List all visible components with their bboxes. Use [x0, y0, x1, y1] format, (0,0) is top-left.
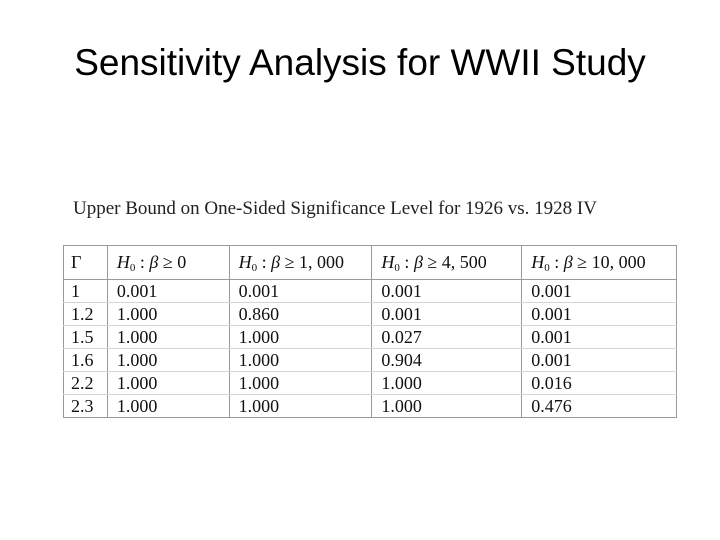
table-cell: 0.016: [522, 372, 677, 395]
table-cell: 1.000: [229, 349, 372, 372]
header-h0-beta-0: [107, 246, 229, 280]
hypothesis-label: $H_0$ : β ≥ 10, 000: [531, 251, 646, 274]
gamma-symbol: Γ: [71, 252, 82, 272]
table-cell: 0.001: [372, 280, 522, 303]
table-cell: 0.001: [229, 280, 372, 303]
header-h0-beta-4500: [372, 246, 522, 280]
table-header-row: [64, 246, 677, 280]
table-cell: 0.001: [107, 280, 229, 303]
gamma-value: 1.6: [64, 349, 108, 372]
table-cell: 0.904: [372, 349, 522, 372]
table-cell: 1.000: [107, 326, 229, 349]
slide-title: Sensitivity Analysis for WWII Study: [74, 42, 646, 83]
table-cell: 0.001: [522, 326, 677, 349]
table-row: [64, 395, 677, 418]
table-cell: 0.476: [522, 395, 677, 418]
table-cell: 1.000: [229, 326, 372, 349]
table-cell: 1.000: [229, 395, 372, 418]
table-cell: 0.001: [522, 280, 677, 303]
header-h0-beta-1000: [229, 246, 372, 280]
hypothesis-label: $H_0$ : β ≥ 4, 500: [381, 251, 487, 274]
table-cell: 0.001: [522, 349, 677, 372]
gamma-value: 2.3: [64, 395, 108, 418]
gamma-value: 1.2: [64, 303, 108, 326]
table-cell: 1.000: [372, 395, 522, 418]
header-h0-beta-10000: [522, 246, 677, 280]
table-cell: 0.027: [372, 326, 522, 349]
table-caption: Upper Bound on One-Sided Significance Level for 1926 vs. 1928 IV: [73, 198, 597, 219]
table-cell: 1.000: [107, 395, 229, 418]
gamma-value: 2.2: [64, 372, 108, 395]
table-cell: 0.001: [522, 303, 677, 326]
table-row: [64, 326, 677, 349]
table-row: [64, 303, 677, 326]
table-cell: 1.000: [107, 372, 229, 395]
table-cell: 1.000: [372, 372, 522, 395]
table-row: [64, 349, 677, 372]
gamma-value: 1: [64, 280, 108, 303]
hypothesis-label: $H_0$ : β ≥ 1, 000: [238, 251, 344, 274]
table-cell: 0.001: [372, 303, 522, 326]
table-cell: 1.000: [107, 303, 229, 326]
table-row: [64, 280, 677, 303]
hypothesis-label: $H_0$ : β ≥ 0: [116, 251, 187, 274]
sensitivity-table: [63, 245, 677, 418]
table-row: [64, 372, 677, 395]
table-cell: 1.000: [229, 372, 372, 395]
header-gamma: [64, 246, 108, 280]
table-cell: 1.000: [107, 349, 229, 372]
gamma-value: 1.5: [64, 326, 108, 349]
table-cell: 0.860: [229, 303, 372, 326]
